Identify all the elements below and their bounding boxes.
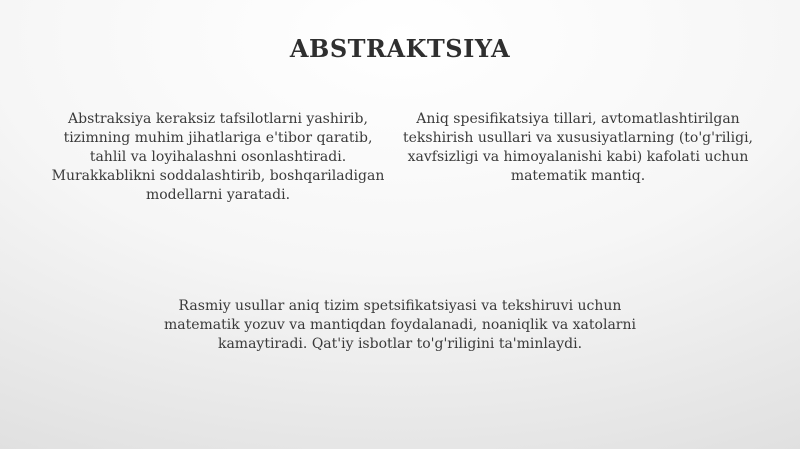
slide-title: ABSTRAKTSIYA: [289, 34, 511, 63]
bottom-text-block: Rasmiy usullar aniq tizim spetsifikatsiyasi va tekshiruvi uchun matematik yozuv va mantiqdan foydalanadi, noaniqlik va xatolarni kamaytiradi. Qat'iy isbotlar to'g'riligini ta'minlaydi.: [164, 298, 636, 352]
left-text-block: Abstraksiya keraksiz tafsilotlarni yashirib, tizimning muhim jihatlariga e'tibor qaratib, tahlil va loyihalashni osonlashtiradi. Murakkablikni soddalashtirib, boshqariladigan modellarni yaratadi.: [51, 111, 385, 203]
right-text-block: Aniq spesifikatsiya tillari, avtomatlashtirilgan tekshirish usullari va xususiyatlarning (to'g'riligi, xavfsizligi va himoyalanishi kabi) kafolati uchun matematik mantiq.: [402, 111, 754, 184]
